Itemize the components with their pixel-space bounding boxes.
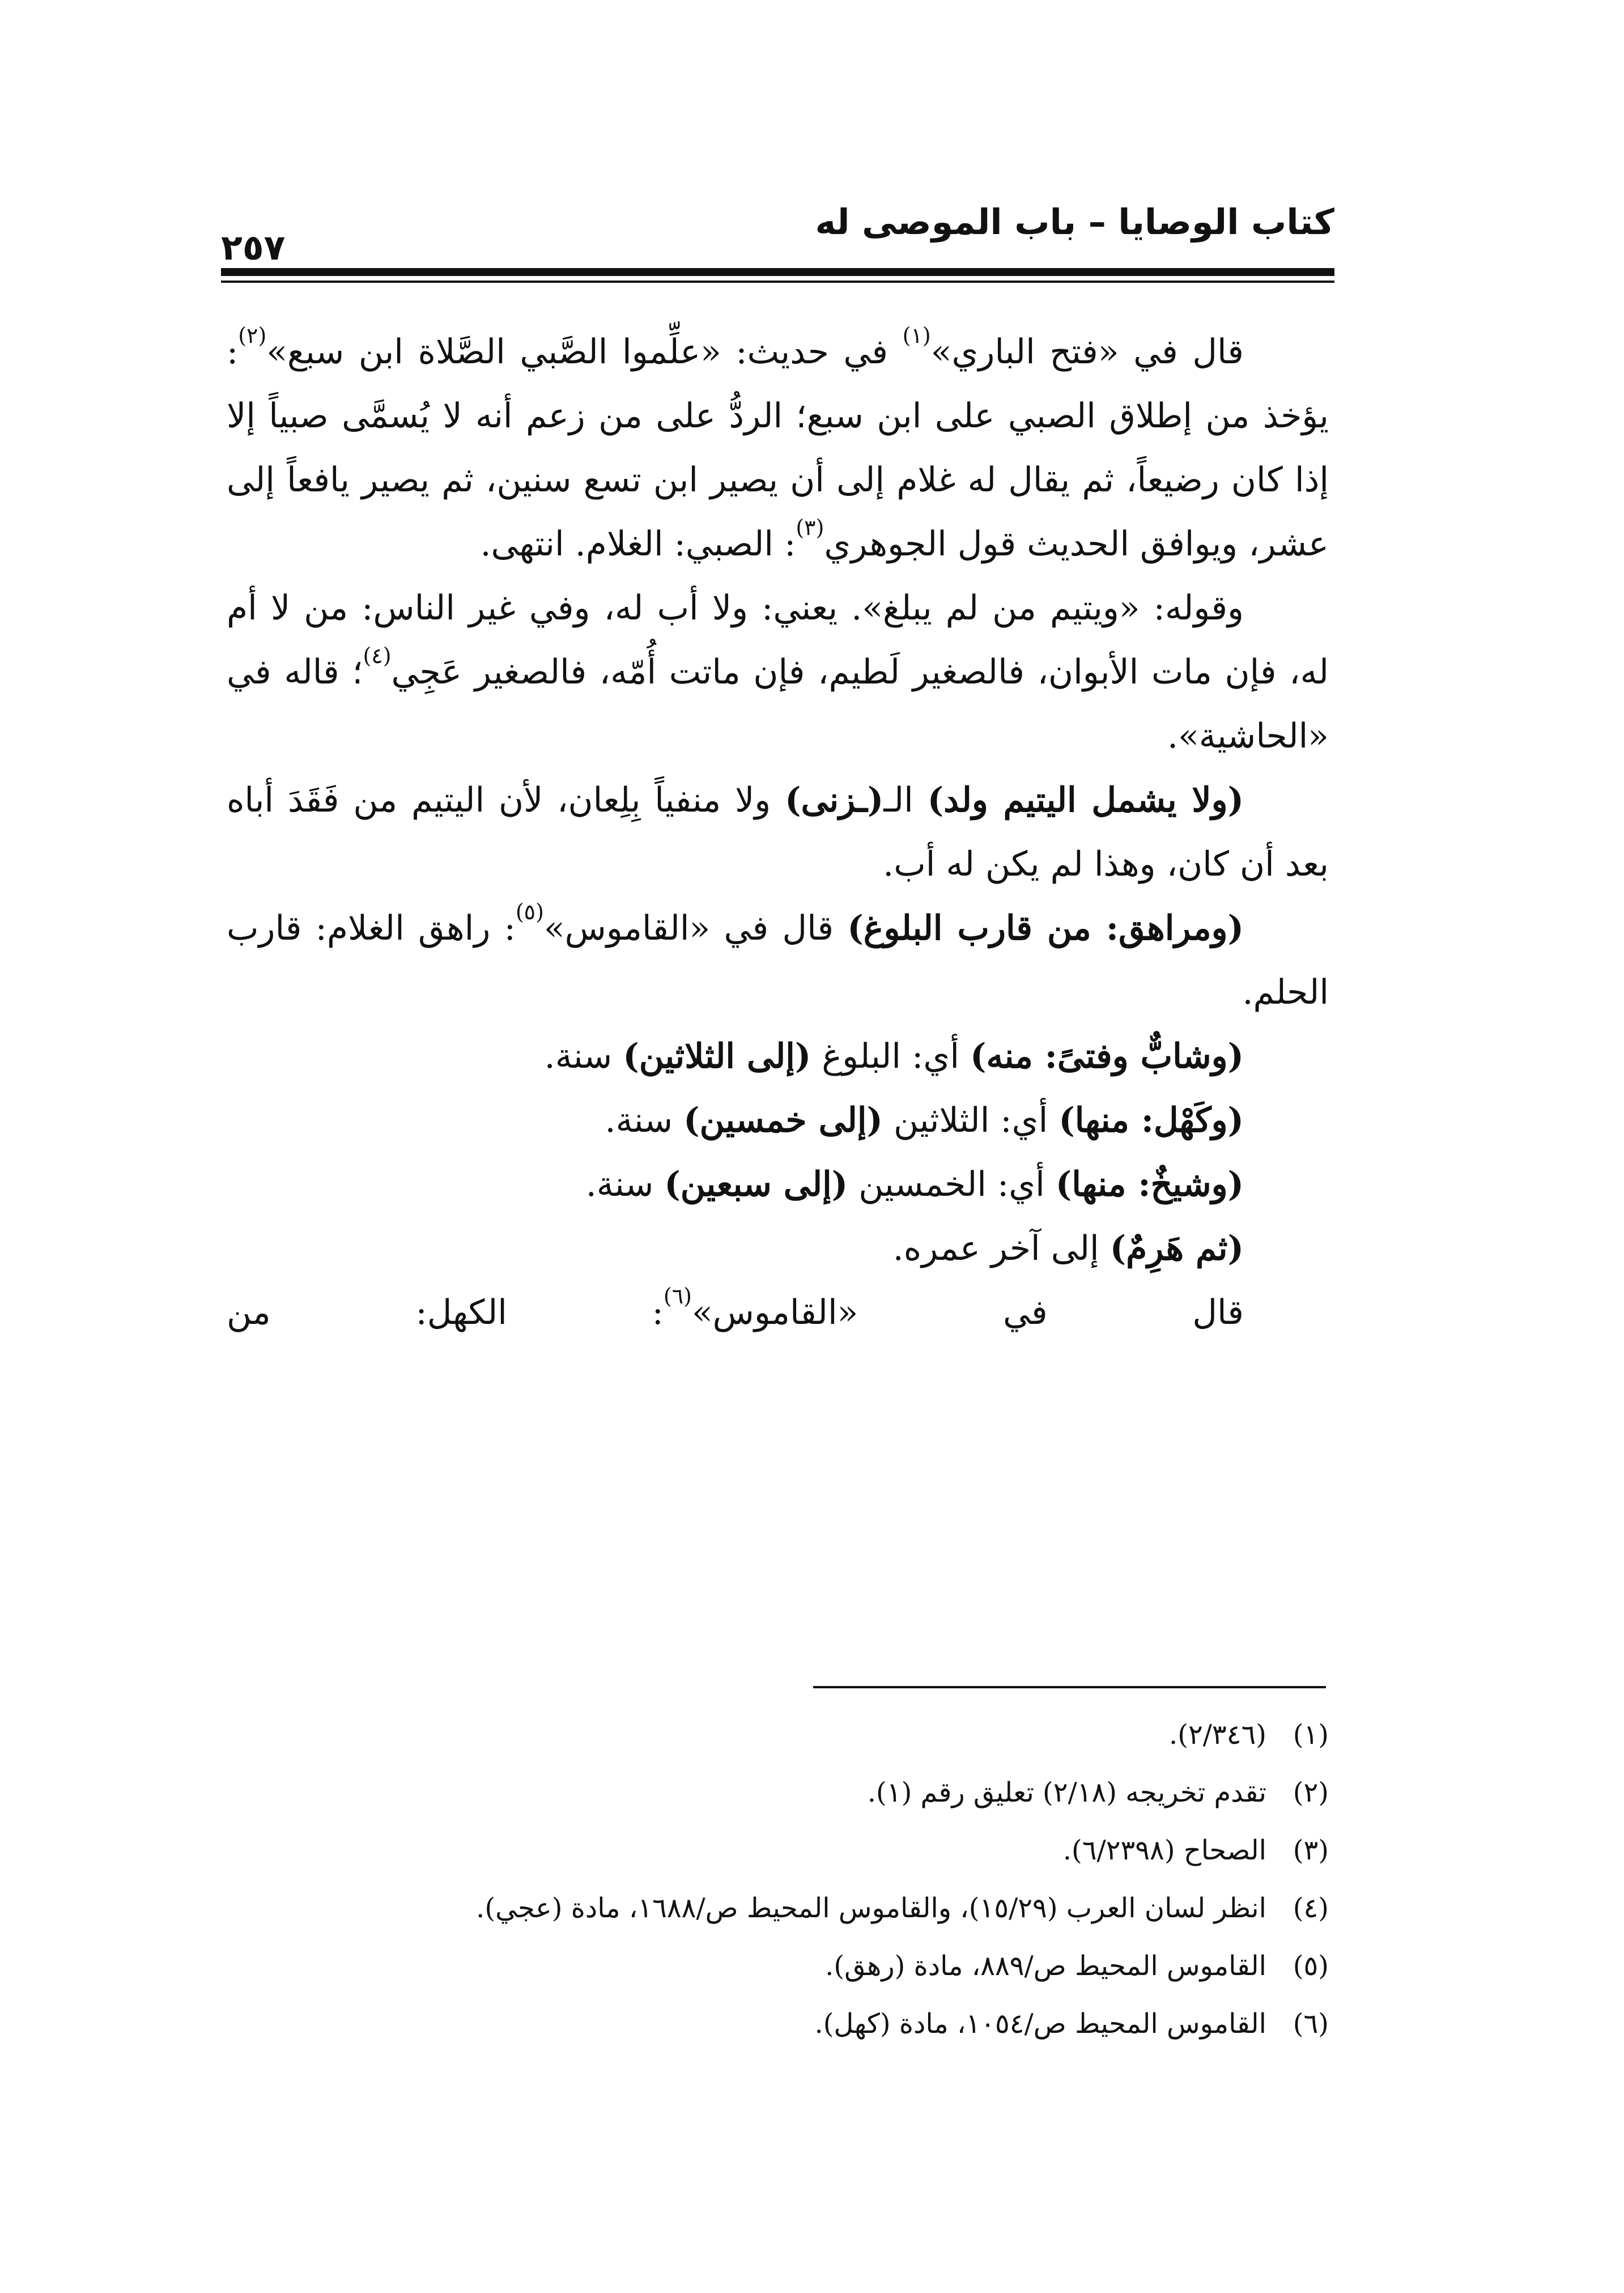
paragraph-2 bbox=[227, 576, 1329, 768]
footnote bbox=[227, 1879, 1329, 1937]
footnote-text: القاموس المحيط ص/٨٨٩، مادة (رهق). bbox=[825, 1950, 1266, 1982]
footnote-ref: (٦) bbox=[663, 1284, 692, 1309]
header-rule bbox=[221, 268, 1334, 276]
footnote-text: القاموس المحيط ص/١٠٥٤، مادة (كهل). bbox=[814, 2008, 1266, 2040]
footnote bbox=[227, 1937, 1329, 1995]
footnote-ref: (٥) bbox=[515, 899, 544, 924]
footnote bbox=[227, 1821, 1329, 1879]
text-run: أي: الخمسين bbox=[848, 1165, 1056, 1204]
page-header bbox=[221, 201, 1334, 303]
footnote bbox=[227, 1764, 1329, 1821]
footnote bbox=[227, 1995, 1329, 2053]
bold-text: (وشابٌّ وفتىً: منه) bbox=[970, 1037, 1244, 1076]
footnote-text: تقدم تخريجه (٢/١٨) تعليق رقم (١). bbox=[867, 1777, 1266, 1808]
list-item bbox=[227, 1089, 1244, 1153]
footnote-text: الصحاح (٦/٢٣٩٨). bbox=[1062, 1835, 1266, 1866]
text-run: : يؤخذ من إطلاق الصبي على ابن سبع؛ الردُّ على من زعم أنه لا يُسمَّى صبياً إلا إذا كان رضيعاً، ثم يقال له غلام إلى أن يصير ابن تسع سنين، ثم يصير يافعاً إلى عشر، ويوافق الحديث قول الجوهري bbox=[227, 332, 1329, 564]
text-run: قال في «فتح الباري» bbox=[930, 332, 1244, 372]
text-run: سنة. bbox=[585, 1165, 665, 1204]
footnote-number: (٦) bbox=[1293, 2008, 1329, 2040]
text-run: قال في «القاموس» bbox=[691, 1293, 1244, 1332]
footnote-number: (٥) bbox=[1293, 1950, 1329, 1982]
bold-text: (إلى الثلاثين) bbox=[623, 1037, 811, 1076]
text-run: أي: البلوغ bbox=[811, 1037, 971, 1076]
text-run: : الصبي: الغلام. انتهى. bbox=[480, 524, 796, 564]
footnote-ref: (٢) bbox=[238, 323, 267, 348]
footnote-text: (٢/٣٤٦). bbox=[1168, 1719, 1266, 1751]
footnote-number: (٣) bbox=[1293, 1835, 1329, 1866]
paragraph-4 bbox=[227, 897, 1329, 1025]
footnotes bbox=[227, 1706, 1329, 2053]
footnote-ref: (١) bbox=[902, 323, 931, 348]
text-run: قال في «القاموس» bbox=[543, 908, 848, 948]
text-run: سنة. bbox=[605, 1101, 684, 1140]
text-run: أي: الثلاثين bbox=[882, 1101, 1059, 1140]
text-run: الـ bbox=[883, 780, 928, 820]
text-run: ؛ قاله في «الحاشية». bbox=[227, 652, 1329, 756]
main-text bbox=[227, 320, 1329, 1345]
bold-text: (إلى خمسين) bbox=[683, 1101, 883, 1140]
bold-text: (ـزنى) bbox=[785, 780, 884, 820]
paragraph-last bbox=[227, 1281, 1244, 1345]
text-run: سنة. bbox=[544, 1037, 623, 1076]
running-title: كتاب الوصايا – باب الموصى له bbox=[815, 201, 1334, 243]
list-item bbox=[227, 1025, 1244, 1089]
footnote-number: (٢) bbox=[1293, 1777, 1329, 1808]
text-run: : الكهل: من bbox=[227, 1293, 664, 1332]
paragraph-3 bbox=[227, 768, 1329, 897]
bold-text: (وشيخٌ: منها) bbox=[1055, 1165, 1244, 1204]
bold-text: (إلى سبعين) bbox=[664, 1165, 848, 1204]
text-run: وقوله: «ويتيم من لم يبلغ». يعني: ولا أب له، وفي غير الناس: من لا أم له، فإن مات الأبوان، فالصغير لَطيم، فإن ماتت أُمّه، فالصغير عَجِي bbox=[227, 588, 1329, 692]
footnote-text: انظر لسان العرب (١٥/٢٩)، والقاموس المحيط ص/١٦٨٨، مادة (عجي). bbox=[476, 1892, 1266, 1924]
footnote-number: (٤) bbox=[1293, 1892, 1329, 1924]
page-number: ٢٥٧ bbox=[221, 227, 286, 268]
list-item bbox=[227, 1153, 1244, 1217]
text-run: ولا منفياً بِلِعان، لأن اليتيم من فَقَدَ أباه بعد أن كان، وهذا لم يكن له أب. bbox=[227, 780, 1329, 884]
bold-text: (وكَهْل: منها) bbox=[1058, 1101, 1244, 1140]
footnote bbox=[227, 1706, 1329, 1764]
bold-text: (ثم هَرِمٌ) bbox=[1109, 1229, 1244, 1268]
footnote-ref: (٤) bbox=[363, 643, 392, 668]
list-item bbox=[227, 1217, 1244, 1281]
text-run: في حديث: «علِّموا الصَّبي الصَّلاة ابن سبع» bbox=[266, 332, 903, 372]
footnote-separator bbox=[813, 1686, 1326, 1688]
bold-text: (ومراهق: من قارب البلوغ) bbox=[847, 908, 1244, 948]
footnote-ref: (٣) bbox=[796, 515, 824, 540]
footnote-number: (١) bbox=[1293, 1719, 1329, 1751]
text-run: : راهق الغلام: قارب الحلم. bbox=[227, 908, 1329, 1012]
text-run: إلى آخر عمره. bbox=[892, 1229, 1110, 1268]
paragraph-1 bbox=[227, 320, 1329, 576]
header-rule-thin bbox=[221, 281, 1334, 283]
bold-text: (ولا يشمل اليتيم ولد) bbox=[927, 780, 1244, 820]
